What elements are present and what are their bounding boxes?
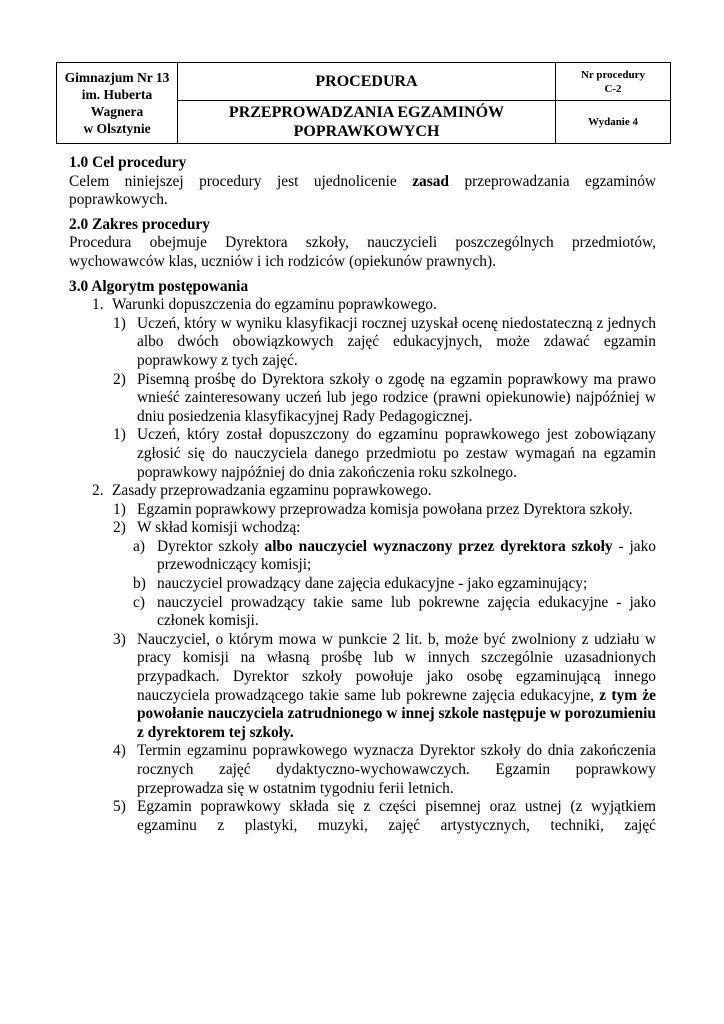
section-2-heading: 2.0 Zakres procedury — [69, 215, 210, 233]
list-item: 1. Warunki dopuszczenia do egzaminu poprawkowego. — [92, 296, 437, 314]
list-item: 2) Pisemną prośbę do Dyrektora szkoły o zgodę na egzamin poprawkowy ma prawo wnieść zainteresowany uczeń lub jego rodzice (prawni opiekunowie) najpóźniej w dniu posiedzenia klasyfikacyjnej Rady Pedagogicznej. — [113, 370, 656, 425]
school-line: im. Huberta Wagnera — [81, 87, 153, 119]
section-2-text: Procedura obejmuje Dyrektora szkoły, nauczycieli poszczególnych przedmiotów, wychowawców klas, uczniów i ich rodziców (opiekunów prawnych). — [69, 234, 656, 270]
section-1-heading: 1.0 Cel procedury — [69, 154, 187, 171]
edition: Wydanie 4 — [556, 101, 671, 144]
procedure-title: PROCEDURA — [178, 63, 556, 101]
list-item: 2. Zasady przeprowadzania egzaminu poprawkowego. — [92, 482, 432, 500]
section-1-text: Celem niniejszej procedury jest ujednolicenie zasad przeprowadzania egzaminów poprawkowych. — [69, 172, 656, 209]
school-name — [57, 63, 178, 144]
list-item: 1) Uczeń, który został dopuszczony do egzaminu poprawkowego jest zobowiązany zgłosić się do nauczyciela danego przedmiotu po zestaw wymagań na egzamin poprawkowy najpóźniej do dnia zakończenia roku szkolnego. — [113, 426, 656, 481]
list-item: 5) Egzamin poprawkowy składa się z części pisemnej oraz ustnej (z wyjątkiem egzaminu z plastyki, muzyki, zajęć artystycznych, techniki, zajęć — [113, 798, 656, 834]
subtitle-line: POPRAWKOWYCH — [293, 123, 440, 141]
list-item: 4) Termin egzaminu poprawkowego wyznacza Dyrektor szkoły do dnia zakończenia rocznych zajęć dydaktyczno-wychowawczych. Egzamin poprawkowy przeprowadza się w ostatnim tygodniu ferii letnich. — [113, 742, 656, 797]
list-item: c) nauczyciel prowadzący takie same lub pokrewne zajęcia edukacyjne - jako członek komisji. — [133, 593, 656, 630]
procedure-number — [556, 63, 671, 101]
procedure-number-value: C-2 — [604, 82, 622, 95]
list-item: a) Dyrektor szkoły albo nauczyciel wyznaczony przez dyrektora szkoły - jako przewodniczący komisji; — [133, 537, 656, 574]
section-3-heading: 3.0 Algorytm postępowania — [69, 277, 249, 295]
document-body — [69, 154, 656, 835]
subtitle-line: PRZEPROWADZANIA EGZAMINÓW — [228, 104, 505, 122]
list-item: 1) Uczeń, który w wyniku klasyfikacji rocznej uzyskał ocenę niedostateczną z jednych albo dwóch obowiązkowych zajęć edukacyjnych, może zdawać egzamin poprawkowy z tych zajęć. — [113, 314, 656, 369]
list-item: 1) Egzamin poprawkowy przeprowadza komisja powołana przez Dyrektora szkoły. — [113, 500, 633, 518]
school-line: w Olsztynie — [83, 121, 151, 136]
procedure-subtitle — [178, 101, 556, 144]
procedure-number-label: Nr procedury — [580, 68, 646, 81]
list-item: 3) Nauczyciel, o którym mowa w punkcie 2 lit. b, może być zwolniony z udziału w pracy komisji na własną prośbę lub w innych szczególnie uzasadnionych przypadkach. Dyrektor szkoły powołuje jako osobę egzaminującą innego nauczyciela prowadzącego takie same lub pokrewne zajęcia edukacyjne, z tym że powołanie nauczyciela zatrudnionego w innej szkole następuje w porozumieniu z dyrektorem tej szkoły. — [113, 630, 656, 741]
list-item: b) nauczyciel prowadzący dane zajęcia edukacyjne - jako egzaminujący; — [133, 575, 588, 593]
header-table — [56, 62, 671, 144]
list-item: 2) W skład komisji wchodzą: — [113, 519, 301, 537]
school-line: Gimnazjum Nr 13 — [64, 70, 170, 85]
